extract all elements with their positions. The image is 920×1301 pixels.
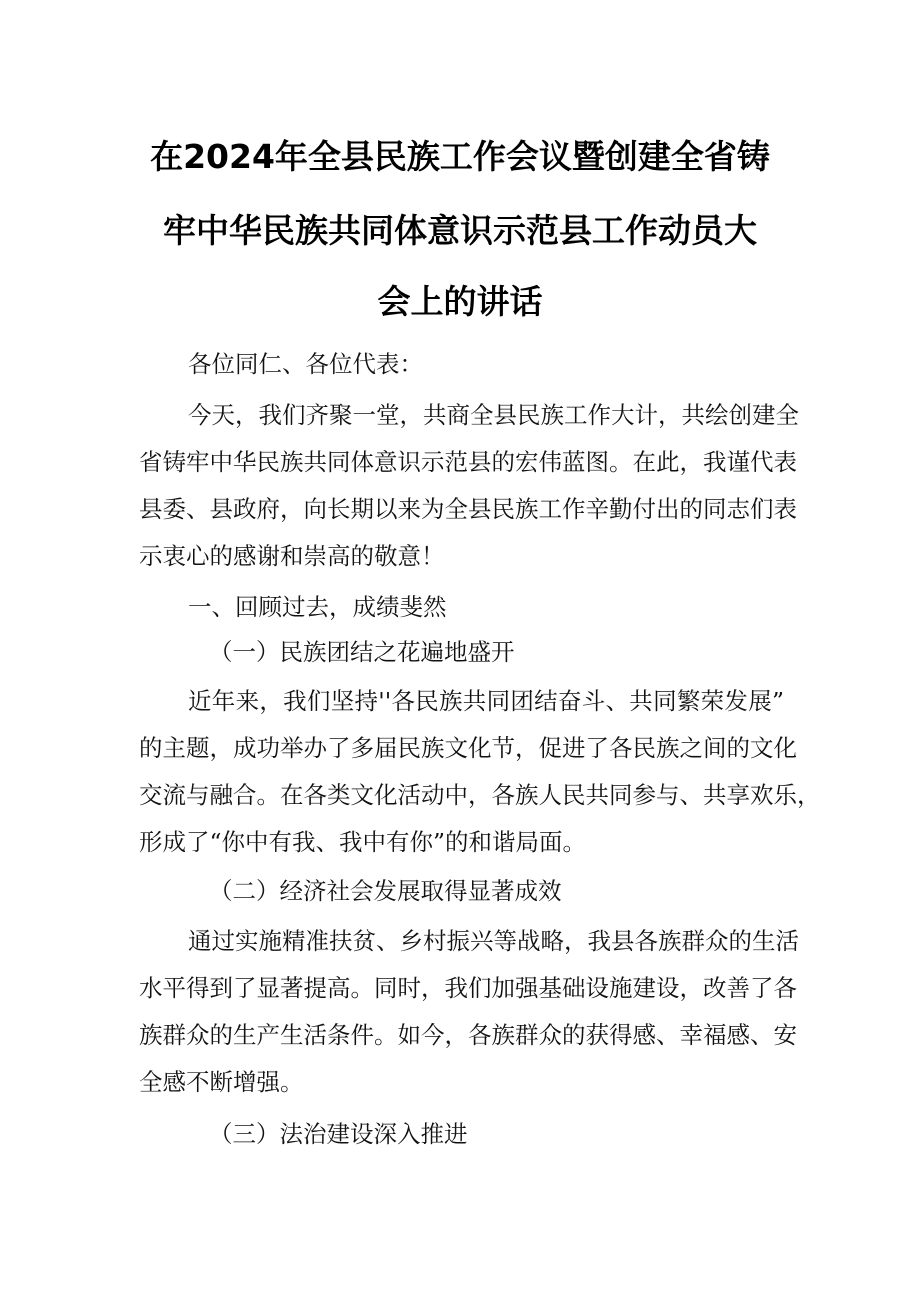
intro-line-1: 今天，我们齐聚一堂，共商全县民族工作大计，共绘创建全 — [188, 401, 799, 429]
sub-2-line-1: 通过实施精准扶贫、乡村振兴等战略，我县各族群众的生活 — [188, 927, 799, 955]
title-line-1: 在2024年全县民族工作会议暨创建全省铸 — [150, 137, 770, 176]
sub-2-line-2: 水平得到了显著提高。同时，我们加强基础设施建设，改善了各 — [139, 974, 797, 1002]
sub-1-line-1: 近年来，我们坚持''各民族共同团结奋斗、共同繁荣发展” — [188, 687, 784, 715]
sub-1-line-2: 的主题，成功举办了多届民族文化节，促进了各民族之间的文化 — [139, 734, 797, 762]
intro-line-4: 示衷心的感谢和崇高的敬意！ — [139, 542, 445, 570]
intro-line-2: 省铸牢中华民族共同体意识示范县的宏伟蓝图。在此，我谨代表 — [139, 448, 797, 476]
title-line-3: 会上的讲话 — [377, 282, 543, 321]
section-1-heading: 一、回顾过去，成绩斐然 — [188, 593, 447, 621]
intro-line-3: 县委、县政府，向长期以来为全县民族工作辛勤付出的同志们表 — [139, 495, 797, 523]
sub-2-line-4: 全感不断增强。 — [139, 1068, 304, 1096]
sub-2-heading: （二）经济社会发展取得显著成效 — [209, 877, 562, 905]
sub-3-heading: （三）法治建设深入推进 — [209, 1120, 468, 1148]
salutation: 各位同仁、各位代表： — [188, 350, 423, 378]
sub-1-heading: （一）民族团结之花遍地盛开 — [209, 638, 515, 666]
sub-1-line-3: 交流与融合。在各类文化活动中，各族人民共同参与、共享欢乐， — [139, 781, 821, 809]
sub-1-line-4: 形成了“你中有我、我中有你”的和谐局面。 — [139, 828, 587, 856]
title-line-2: 牢中华民族共同体意识示范县工作动员大 — [163, 211, 757, 250]
sub-2-line-3: 族群众的生产生活条件。如今，各族群众的获得感、幸福感、安 — [139, 1021, 797, 1049]
